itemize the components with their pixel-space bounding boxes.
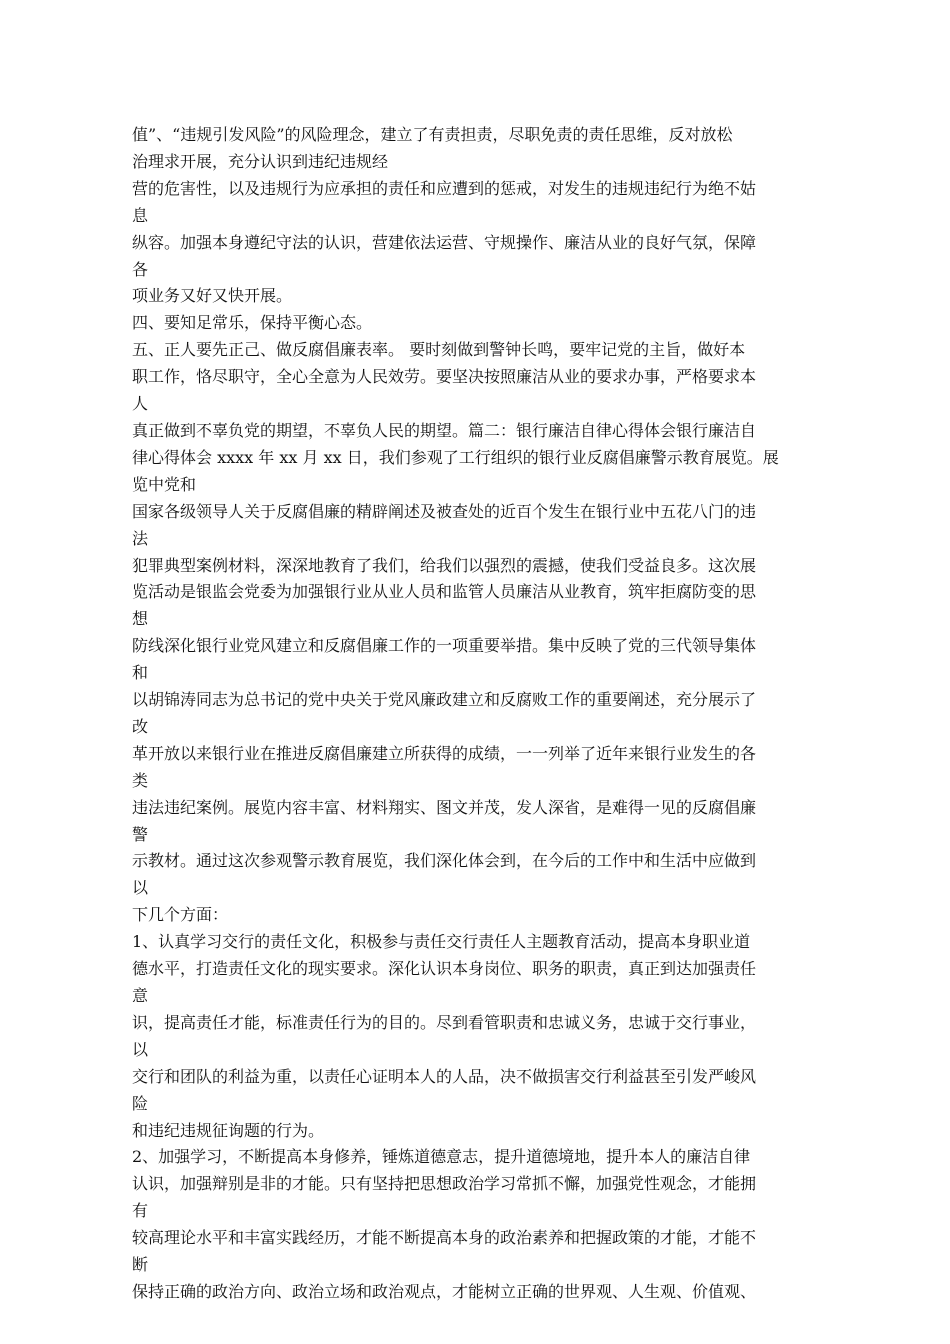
text-line: 以胡锦涛同志为总书记的党中央关于党风廉政建立和反腐败工作的重要阐述，充分展示了 <box>132 690 757 710</box>
text-line: 想 <box>132 609 149 629</box>
text-line: 有 <box>132 1201 149 1221</box>
text-line: 较高理论水平和丰富实践经历，才能不断提高本身的政治素养和把握政策的才能，才能不 <box>132 1228 757 1248</box>
document-body <box>132 122 822 1306</box>
text-line: 四、要知足常乐，保持平衡心态。 <box>132 313 373 333</box>
text-line: 息 <box>132 205 149 225</box>
text-line: 以 <box>132 1039 149 1059</box>
text-line: 项业务又好又快开展。 <box>132 286 293 306</box>
text-line: 人 <box>132 394 149 414</box>
text-line: 纵容。加强本身遵纪守法的认识，营建依法运营、守规操作、廉洁从业的良好气氛，保障 <box>132 232 757 252</box>
text-line: 和违纪违规征询题的行为。 <box>132 1120 325 1140</box>
text-line: 真正做到不辜负党的期望，不辜负人民的期望。篇二：银行廉洁自律心得体会银行廉洁自 <box>132 420 757 440</box>
text-line: 险 <box>132 1093 149 1113</box>
text-line: 治理求开展，充分认识到违纪违规经 <box>132 151 389 171</box>
text-line: 德水平，打造责任文化的现实要求。深化认识本身岗位、职务的职责，真正到达加强责任 <box>132 959 757 979</box>
text-line: 下几个方面： <box>132 905 229 925</box>
text-line: 览中党和 <box>132 474 197 494</box>
text-line: 览活动是银监会党委为加强银行业从业人员和监管人员廉洁从业教育，筑牢拒腐防变的思 <box>132 582 757 602</box>
text-line: 职工作，恪尽职守，全心全意为人民效劳。要坚决按照廉洁从业的要求办事，严格要求本 <box>132 367 757 387</box>
text-line: 违法违纪案例。展览内容丰富、材料翔实、图文并茂，发人深省，是难得一见的反腐倡廉 <box>132 797 757 817</box>
text-line: 律心得体会 xxxx 年 xx 月 xx 日，我们参观了工行组织的银行业反腐倡廉警示教育展览。展 <box>132 447 779 467</box>
text-line: 各 <box>132 259 149 279</box>
text-line: 1、认真学习交行的责任文化，积极参与责任交行责任人主题教育活动，提高本身职业道 <box>132 932 751 952</box>
text-line: 国家各级领导人关于反腐倡廉的精辟阐述及被查处的近百个发生在银行业中五花八门的违 <box>132 501 757 521</box>
text-line: 保持正确的政治方向、政治立场和政治观点，才能树立正确的世界观、人生观、价值观、 <box>132 1281 757 1301</box>
text-line: 识，提高责任才能，标准责任行为的目的。尽到看管职责和忠诚义务，忠诚于交行事业， <box>132 1012 757 1032</box>
text-line: 防线深化银行业党风建立和反腐倡廉工作的一项重要举措。集中反映了党的三代领导集体 <box>132 636 757 656</box>
text-line: 营的危害性，以及违规行为应承担的责任和应遭到的惩戒，对发生的违规违纪行为绝不姑 <box>132 178 757 198</box>
text-line: 示教材。通过这次参观警示教育展览，我们深化体会到，在今后的工作中和生活中应做到 <box>132 851 757 871</box>
text-line: 和 <box>132 663 149 683</box>
text-line: 意 <box>132 986 149 1005</box>
text-line: 值”、“违规引发风险”的风险理念，建立了有责担责，尽职免责的责任思维，反对放松 <box>132 125 733 144</box>
text-line: 革开放以来银行业在推进反腐倡廉建立所获得的成绩，一一列举了近年来银行业发生的各 <box>132 743 757 763</box>
text-line: 五、正人要先正己、做反腐倡廉表率。 要时刻做到警钟长鸣，要牢记党的主旨，做好本 <box>132 340 746 360</box>
text-line: 2、加强学习，不断提高本身修养，锤炼道德意志，提升道德境地，提升本人的廉洁自律 <box>132 1147 751 1167</box>
text-line: 认识，加强辩别是非的才能。只有坚持把思想政治学习常抓不懈，加强党性观念，才能拥 <box>132 1174 757 1194</box>
text-line: 类 <box>132 770 149 790</box>
text-line: 警 <box>132 824 149 844</box>
text-line: 法 <box>132 528 149 548</box>
text-line: 以 <box>132 878 149 898</box>
text-line: 断 <box>132 1255 149 1275</box>
text-line: 改 <box>132 716 149 736</box>
text-line: 犯罪典型案例材料，深深地教育了我们，给我们以强烈的震撼，使我们受益良多。这次展 <box>132 555 757 575</box>
text-line: 交行和团队的利益为重，以责任心证明本人的人品，决不做损害交行利益甚至引发严峻风 <box>132 1066 757 1086</box>
